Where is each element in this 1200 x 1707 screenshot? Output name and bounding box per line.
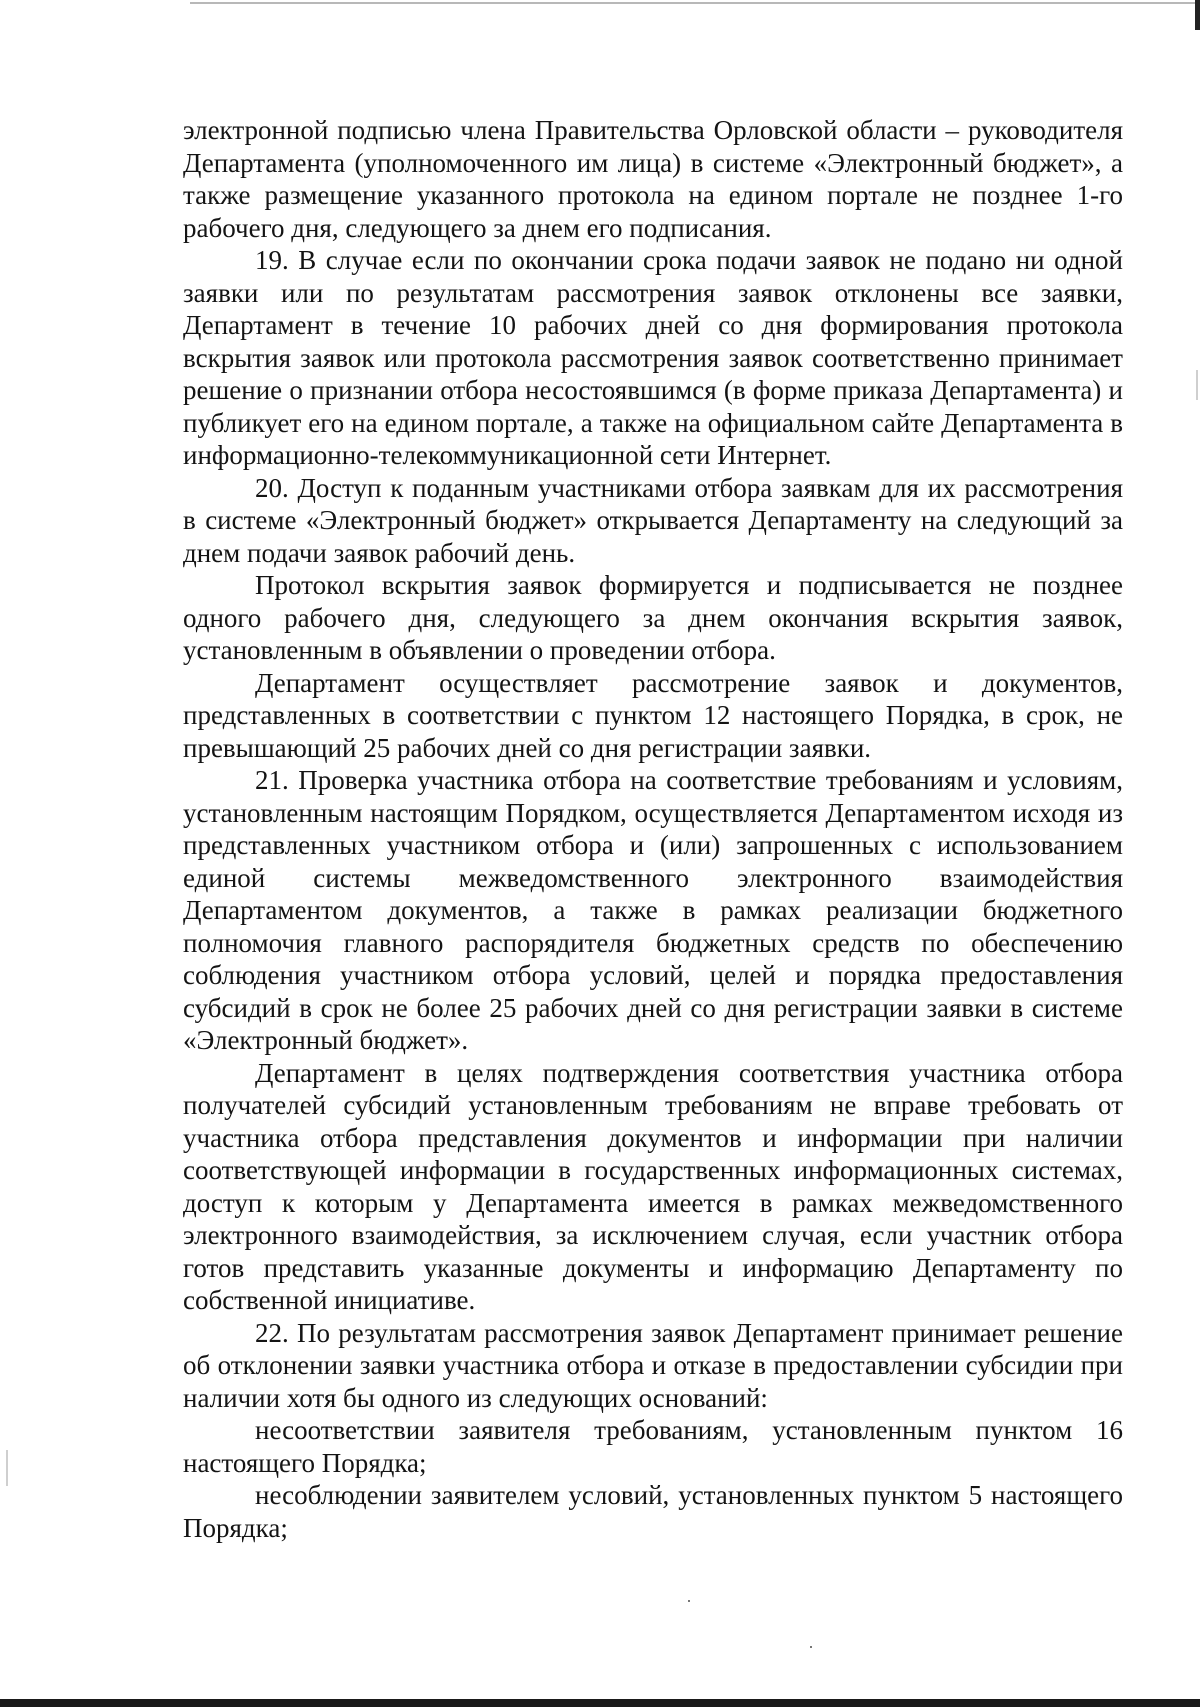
scan-speck bbox=[6, 1450, 8, 1486]
paragraph-21: 21. Проверка участника отбора на соответствие требованиям и условиям, установленным настоящим Порядком, осуществляется Департаментом исходя из представленных участником отбора и (или) запрошенных с использованием единой системы межведомственного электронного взаимодействия Департаментом документов, а также в рамках реализации бюджетного полномочия главного распорядителя бюджетных средств по обеспечению соблюдения участником отбора условий, целей и порядка предоставления субсидий в срок не более 25 рабочих дней со дня регистрации заявки в системе «Электронный бюджет». bbox=[183, 765, 1123, 1055]
scan-speck bbox=[1196, 370, 1198, 400]
paragraph-20-protocol: Протокол вскрытия заявок формируется и подписывается не позднее одного рабочего дня, следующего за днем окончания вскрытия заявок, установленным в объявлении о проведении отбора. bbox=[183, 570, 1123, 665]
paragraph-20-review: Департамент осуществляет рассмотрение заявок и документов, представленных в соответствии с пунктом 12 настоящего Порядка, в срок, не превышающий 25 рабочих дней со дня регистрации заявки. bbox=[183, 667, 1123, 763]
paragraph-21-information: Департамент в целях подтверждения соответствия участника отбора получателей субсидий установленным требованиям не вправе требовать от участника отбора представления документов и информации при наличии соответствующей информации в государственных информационных системах, доступ к которым у Департамента имеется в рамках межведомственного электронного взаимодействия, за исключением случая, если участник отбора готов представить указанные документы и информацию Департаменту по собственной инициативе. bbox=[183, 1057, 1123, 1315]
scan-border-top bbox=[190, 2, 1195, 4]
list-item-conditions: несоблюдении заявителем условий, установленных пунктом 5 настоящего Порядка; bbox=[183, 1480, 1123, 1543]
paragraph-continuation: электронной подписью члена Правительства Орловской области – руководителя Департамента (уполномоченного им лица) в системе «Электронный бюджет», а также размещение указанного протокола на едином портале не позднее 1-го рабочего дня, следующего за днем его подписания. bbox=[183, 115, 1123, 243]
paragraph-22: 22. По результатам рассмотрения заявок Департамент принимает решение об отклонении заявки участника отбора и отказе в предоставлении субсидии при наличии хотя бы одного из следующих оснований: bbox=[183, 1317, 1123, 1413]
list-item-requirements: несоответствии заявителя требованиям, установленным пунктом 16 настоящего Порядка; bbox=[183, 1415, 1123, 1478]
scan-border-bottom bbox=[0, 1699, 1200, 1707]
scan-border-right bbox=[1195, 0, 1200, 30]
paragraph-20: 20. Доступ к поданным участниками отбора заявкам для их рассмотрения в системе «Электронный бюджет» открывается Департаменту на следующий за днем подачи заявок рабочий день. bbox=[183, 472, 1123, 568]
scan-speck bbox=[810, 1646, 812, 1648]
document-body bbox=[183, 114, 1123, 1544]
scan-speck bbox=[688, 1600, 690, 1602]
paragraph-19: 19. В случае если по окончании срока подачи заявок не подано ни одной заявки или по результатам рассмотрения заявок отклонены все заявки, Департамент в течение 10 рабочих дней со дня формирования протокола вскрытия заявок или протокола рассмотрения заявок соответственно принимает решение о признании отбора несостоявшимся (в форме приказа Департамента) и публикует его на едином портале, а также на официальном сайте Департамента в информационно-телекоммуникационной сети Интернет. bbox=[183, 245, 1123, 470]
